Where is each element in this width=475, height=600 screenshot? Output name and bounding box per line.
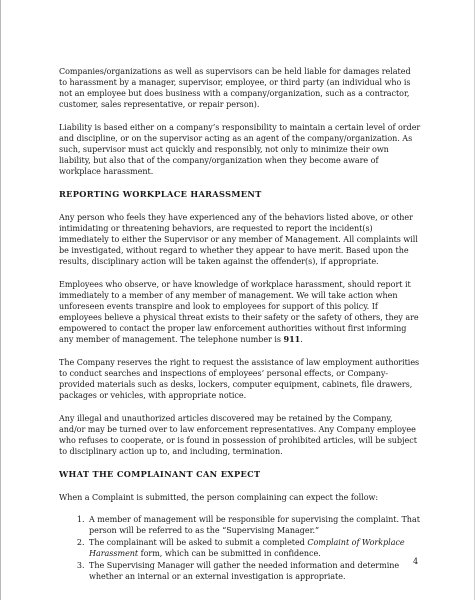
paragraph-complaint-intro: When a Complaint is submitted, the person complaining can expect the follow: [59,492,379,502]
list-item [87,537,421,559]
paragraph-illegal-articles: Any illegal and unauthorized articles discovered may be retained by the Company, and/or may be turned over to law enforcement representatives. Any Company employee who refuses to cooperate, or is found in possession of prohibited articles, will be subject to disciplinary action up to, and including, termination. [59,413,417,457]
paragraph-reporting-request: Any person who feels they have experienced any of the behaviors listed above, or other intimidating or threatening behaviors, are requested to report the incident(s) immediately to either the Supervisor or any member of Management. All complaints will be investigated, without regard to whether they appear to have merit. Based upon the results, disciplinary action will be taken against the offender(s), if appropriate. [59,212,418,267]
paragraph-reporting-observers-end: . [300,335,303,345]
complaint-form-name: Complaint of Workplace Harassment [89,537,405,559]
paragraph-reporting-observers [59,279,421,346]
heading-reporting-harassment: REPORTING WORKPLACE HARASSMENT [59,189,262,200]
list-item: 1. A member of management will be responsible for supervising the complaint. That person will be referred to as the “Supervising Manager.” [87,514,421,536]
page-number: 4 [413,557,419,566]
paragraph-reporting-observers-text: Employees who observe, or have knowledge of workplace harassment, should report it immediately to a member of any member of management. We will take action when unforeseen events transpire and look to employees for support of this policy. If employees believe a physical threat exists to their safety or the safety of others, they are empowered to contact the proper law enforcement authorities without first informing any member of management. The telephone number is [59,279,419,345]
paragraph-search-inspection: The Company reserves the right to request the assistance of law employment authorities to conduct searches and inspections of employees’ personal effects, or Company-provided materials such as desks, lockers, computer equipment, cabinets, file drawers, packages or vehicles, with appropriate notice. [59,357,420,401]
page-content [59,66,421,582]
list-item-text: form, which can be submitted in confidence. [138,549,321,559]
emergency-phone-number: 911 [283,334,301,345]
list-item: 3. The Supervising Manager will gather the needed information and determine whether an internal or an external investigation is appropriate. [87,560,421,582]
list-item-text: The complainant will be asked to submit a completed [89,537,308,547]
paragraph-liability-basis: Liability is based either on a company’s responsibility to maintain a certain level of order and discipline, or on the supervisor acting as an agent of the company/organization. As such, supervisor must act quickly and responsibly, not only to minimize their own liability, but also that of the company/organization when they become aware of workplace harassment. [59,122,421,177]
complaint-steps-list [59,514,421,582]
paragraph-liability-parties: Companies/organizations as well as supervisors can be held liable for damages related to harassment by a manager, supervisor, employee, or third party (an individual who is not an employee but does business with a company/organization, such as a contractor, customer, sales representative, or repair person). [59,67,411,110]
heading-complainant-expect: WHAT THE COMPLAINANT CAN EXPECT [59,469,261,480]
